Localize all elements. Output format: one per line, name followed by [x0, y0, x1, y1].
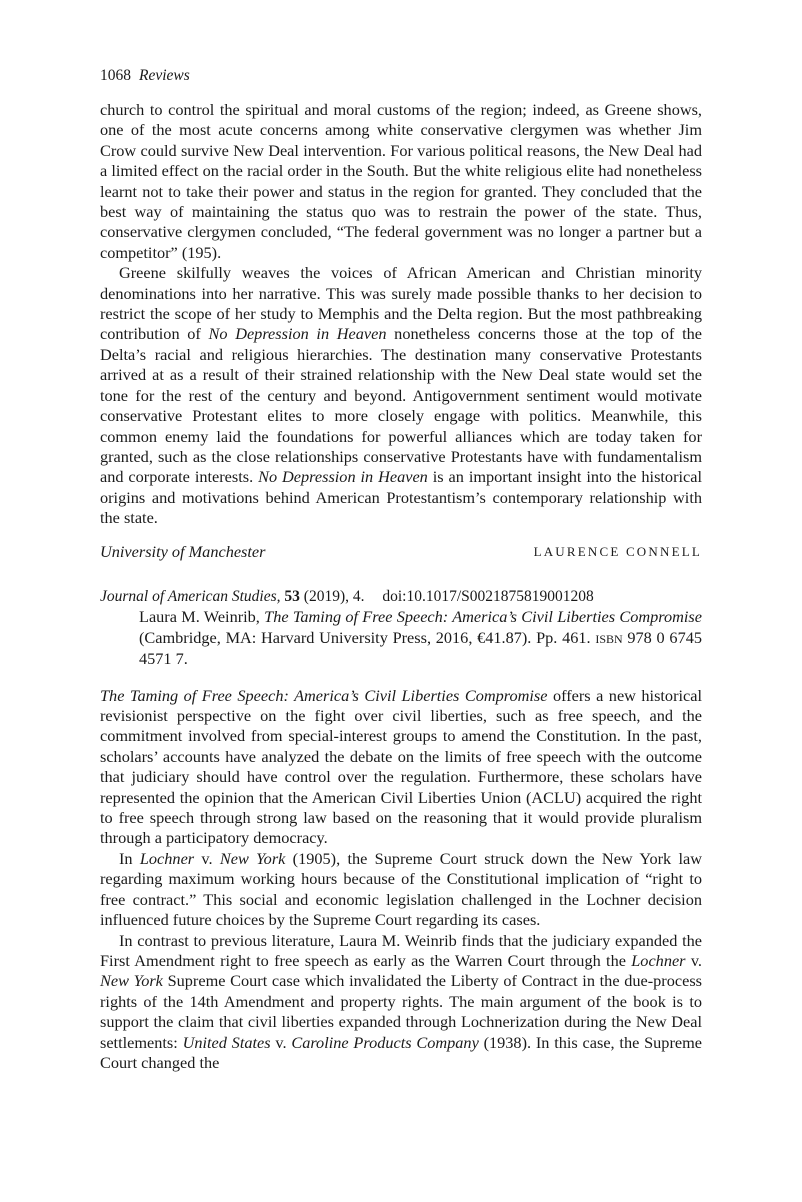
paragraph: [100, 849, 702, 931]
paragraph: [100, 931, 702, 1074]
reviewer-affiliation: University of Manchester: [100, 541, 266, 561]
running-head: [100, 66, 702, 86]
text-run: v.: [685, 950, 702, 970]
journal-name: Journal of American Studies,: [100, 588, 281, 605]
italic-text: No Depression in Heaven: [208, 324, 387, 344]
journal-citation: [100, 587, 702, 607]
italic-text: Lochner: [139, 848, 195, 868]
section-title: Reviews: [139, 67, 190, 84]
book-publication: (Cambridge, MA: Harvard University Press, 2016, €41.87). Pp. 461.: [139, 627, 596, 647]
text-run: nonetheless concerns those at the top of the Delta’s racial and religious hierarchies. The destination many conservative Protestants arrived at as a result of their strained relationship with the New Deal state would set the tone for the rest of the century and beyond. Antigovernment sentiment would motivate conservative Protestant elites to more closely engage with politics. Meanwhile, this common enemy laid the foundations for powerful alliances which are today taken for granted, such as the close relationships conservative Protestants have with fundamentalism and corporate interests.: [100, 324, 703, 487]
journal-issue: (2019), 4.: [303, 588, 365, 605]
isbn: 978 0 6745 4571 7.: [139, 627, 702, 669]
italic-text: United States: [182, 1032, 271, 1052]
review-2: [100, 587, 702, 1073]
italic-text: New York: [219, 848, 286, 868]
italic-text: Caroline Products Company: [291, 1032, 479, 1052]
book-title: The Taming of Free Speech: America’s Civil Liberties Compromise: [264, 607, 702, 627]
text-run: (1905), the Supreme Court struck down the New York law regarding maximum working hours because of the Constitutional implication of “right to free contract.” This social and economic legislation challenged in the Lochner decision influenced future choices by the Supreme Court regarding its cases.: [100, 848, 702, 930]
paragraph: [100, 100, 702, 263]
text-run: v.: [194, 848, 220, 868]
review-2-body: [100, 686, 702, 1074]
isbn-label: ISBN: [595, 631, 623, 646]
page-number: 1068: [100, 67, 131, 84]
reviewer-name: LAURENCE CONNELL: [533, 543, 702, 559]
review-1: [100, 100, 702, 562]
paragraph: [100, 263, 702, 528]
text-run: Supreme Court case which invalidated the Liberty of Contract in the due-process rights of the 14th Amendment and property rights. The main argument of the book is to support the claim that civil liberties expanded through Lochnerization during the New Deal settlements:: [100, 971, 702, 1052]
italic-text: No Depression in Heaven: [258, 467, 428, 487]
text-run: offers a new historical revisionist perspective on the fight over civil liberties, such as free speech, and the commitment involved from special-interest groups to amend the Constitution. In the past, scholars’ accounts have analyzed the debate on the limits of free speech with the outcome that judiciary should have control over the regulation. Furthermore, these scholars have represented the opinion that the American Civil Liberties Union (ACLU) acquired the right to free speech through strong law based on the reasoning that it would provide pluralism through a participatory democracy.: [100, 685, 702, 848]
review-1-body: [100, 100, 702, 529]
italic-text: The Taming of Free Speech: America’s Civil Liberties Compromise: [100, 685, 548, 705]
journal-volume: 53: [284, 588, 300, 605]
text-run: v.: [270, 1032, 292, 1052]
text-run: In contrast to previous literature, Laura M. Weinrib finds that the judiciary expanded the First Amendment right to free speech as early as the Warren Court through the: [100, 930, 702, 970]
book-author: Laura M. Weinrib,: [139, 607, 265, 627]
text-run: (1938). In this case, the Supreme Court changed the: [100, 1032, 702, 1072]
italic-text: New York: [100, 971, 163, 991]
text-run: In: [119, 848, 140, 868]
text-run: Greene skilfully weaves the voices of African American and Christian minority denominations into her narrative. This was surely made possible thanks to her decision to restrict the scope of her study to Memphis and the Delta region. But the most pathbreaking contribution of: [100, 263, 702, 344]
italic-text: Lochner: [631, 950, 686, 970]
signature: [100, 542, 702, 562]
doi[interactable]: doi:10.1017/S0021875819001208: [382, 588, 594, 605]
text-run: church to control the spiritual and moral customs of the region; indeed, as Greene shows, one of the most acute concerns among white conservative clergymen was whether Jim Crow could survive New Deal intervention. For various political reasons, the New Deal had a limited effect on the racial order in the South. But the white religious elite had nonetheless learnt not to take their power and status in the region for granted. They concluded that the best way of maintaining the status quo was to restrain the power of the state. Thus, conservative clergymen concluded, “The federal government was no longer a partner but a competitor” (195).: [100, 100, 702, 262]
text-run: is an important insight into the historical origins and motivations behind American Protestantism’s contemporary relationship with the state.: [100, 467, 702, 528]
paragraph: [100, 686, 702, 849]
book-bibliography: [139, 607, 702, 669]
